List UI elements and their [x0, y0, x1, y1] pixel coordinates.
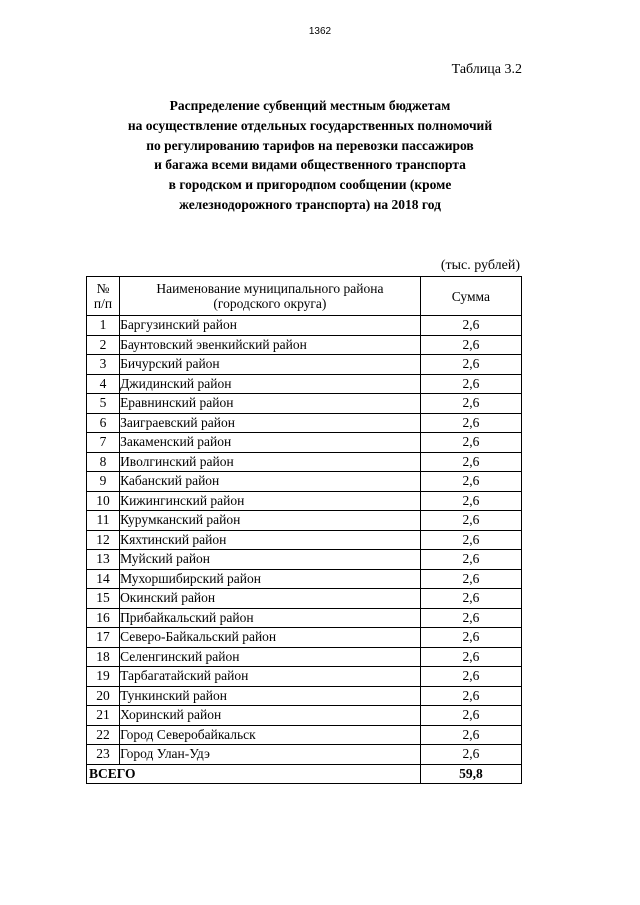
- row-number: 6: [87, 413, 120, 433]
- header-name-line1: Наименование муниципального района: [156, 281, 384, 296]
- row-sum: 2,6: [420, 569, 521, 589]
- row-number: 15: [87, 589, 120, 609]
- table-row: [87, 511, 522, 531]
- header-number-line1: №: [96, 281, 110, 296]
- row-sum: 2,6: [420, 686, 521, 706]
- row-sum: 2,6: [420, 667, 521, 687]
- row-number: 10: [87, 491, 120, 511]
- row-sum: 2,6: [420, 550, 521, 570]
- row-sum: 2,6: [420, 608, 521, 628]
- row-name: Иволгинский район: [120, 452, 421, 472]
- row-sum: 2,6: [420, 628, 521, 648]
- table-row: [87, 433, 522, 453]
- row-name: Баргузинский район: [120, 316, 421, 336]
- table-row: [87, 316, 522, 336]
- heading-line: в городском и пригородпом сообщении (кроме: [168, 177, 452, 193]
- row-number: 18: [87, 647, 120, 667]
- row-name: Город Улан-Удэ: [120, 745, 421, 765]
- row-number: 13: [87, 550, 120, 570]
- table-row: [87, 335, 522, 355]
- table-row: [87, 355, 522, 375]
- table-row: [87, 374, 522, 394]
- row-number: 4: [87, 374, 120, 394]
- row-sum: 2,6: [420, 316, 521, 336]
- row-name: Заиграевский район: [120, 413, 421, 433]
- header-sum: Сумма: [420, 277, 521, 316]
- row-name: Джидинский район: [120, 374, 421, 394]
- row-sum: 2,6: [420, 647, 521, 667]
- table-row: [87, 589, 522, 609]
- row-name: Кабанский район: [120, 472, 421, 492]
- row-number: 8: [87, 452, 120, 472]
- row-name: Кижингинский район: [120, 491, 421, 511]
- row-sum: 2,6: [420, 589, 521, 609]
- table-row: [87, 394, 522, 414]
- table-row: [87, 667, 522, 687]
- row-sum: 2,6: [420, 725, 521, 745]
- row-number: 16: [87, 608, 120, 628]
- table-row: [87, 725, 522, 745]
- header-name-line2: (городского округа): [213, 296, 327, 311]
- table-label: Таблица 3.2: [451, 62, 522, 77]
- table-row: [87, 569, 522, 589]
- row-number: 12: [87, 530, 120, 550]
- row-sum: 2,6: [420, 706, 521, 726]
- table-row: [87, 745, 522, 765]
- row-name: Закаменский район: [120, 433, 421, 453]
- heading-line: и багажа всеми видами общественного транспорта: [154, 157, 466, 173]
- row-sum: 2,6: [420, 745, 521, 765]
- total-row: [87, 764, 522, 784]
- row-name: Мухоршибирский район: [120, 569, 421, 589]
- subvention-table: [86, 276, 522, 784]
- heading-line: по регулированию тарифов на перевозки пассажиров: [146, 137, 474, 153]
- table-row: [87, 706, 522, 726]
- table-row: [87, 413, 522, 433]
- table-row: [87, 628, 522, 648]
- row-sum: 2,6: [420, 511, 521, 531]
- row-name: Тункинский район: [120, 686, 421, 706]
- row-name: Еравнинский район: [120, 394, 421, 414]
- row-number: 5: [87, 394, 120, 414]
- document-heading: [90, 96, 530, 215]
- heading-line: Распределение субвенций местным бюджетам: [169, 98, 451, 113]
- row-number: 20: [87, 686, 120, 706]
- total-label: ВСЕГО: [87, 764, 421, 784]
- table-row: [87, 608, 522, 628]
- row-number: 3: [87, 355, 120, 375]
- row-number: 9: [87, 472, 120, 492]
- table-row: [87, 530, 522, 550]
- row-name: Прибайкальский район: [120, 608, 421, 628]
- total-sum: 59,8: [420, 764, 521, 784]
- table-row: [87, 491, 522, 511]
- row-name: Бичурский район: [120, 355, 421, 375]
- row-name: Кяхтинский район: [120, 530, 421, 550]
- page-number: 1362: [308, 26, 332, 37]
- row-sum: 2,6: [420, 335, 521, 355]
- row-name: Селенгинский район: [120, 647, 421, 667]
- row-name: Северо-Байкальский район: [120, 628, 421, 648]
- table-header-row: [87, 277, 522, 316]
- row-sum: 2,6: [420, 413, 521, 433]
- row-number: 21: [87, 706, 120, 726]
- row-name: Тарбагатайский район: [120, 667, 421, 687]
- heading-line: железнодорожного транспорта) на 2018 год: [179, 196, 441, 212]
- row-sum: 2,6: [420, 394, 521, 414]
- row-sum: 2,6: [420, 355, 521, 375]
- units-label: (тыс. рублей): [440, 258, 520, 273]
- row-number: 7: [87, 433, 120, 453]
- row-name: Хоринский район: [120, 706, 421, 726]
- table-row: [87, 686, 522, 706]
- table-row: [87, 550, 522, 570]
- row-name: Курумканский район: [120, 511, 421, 531]
- table-row: [87, 472, 522, 492]
- table-row: [87, 647, 522, 667]
- table-row: [87, 452, 522, 472]
- row-name: Баунтовский эвенкийский район: [120, 335, 421, 355]
- row-name: Город Северобайкальск: [120, 725, 421, 745]
- row-name: Окинский район: [120, 589, 421, 609]
- header-number-line2: п/п: [93, 296, 113, 311]
- row-sum: 2,6: [420, 433, 521, 453]
- row-number: 23: [87, 745, 120, 765]
- row-number: 14: [87, 569, 120, 589]
- row-number: 11: [87, 511, 120, 531]
- heading-line: на осуществление отдельных государственных полномочий: [127, 117, 493, 133]
- row-sum: 2,6: [420, 491, 521, 511]
- row-number: 1: [87, 316, 120, 336]
- header-name: [120, 277, 421, 316]
- row-sum: 2,6: [420, 374, 521, 394]
- row-number: 19: [87, 667, 120, 687]
- row-sum: 2,6: [420, 452, 521, 472]
- row-name: Муйский район: [120, 550, 421, 570]
- row-number: 22: [87, 725, 120, 745]
- row-number: 17: [87, 628, 120, 648]
- row-sum: 2,6: [420, 472, 521, 492]
- row-number: 2: [87, 335, 120, 355]
- row-sum: 2,6: [420, 530, 521, 550]
- header-number: [87, 277, 120, 316]
